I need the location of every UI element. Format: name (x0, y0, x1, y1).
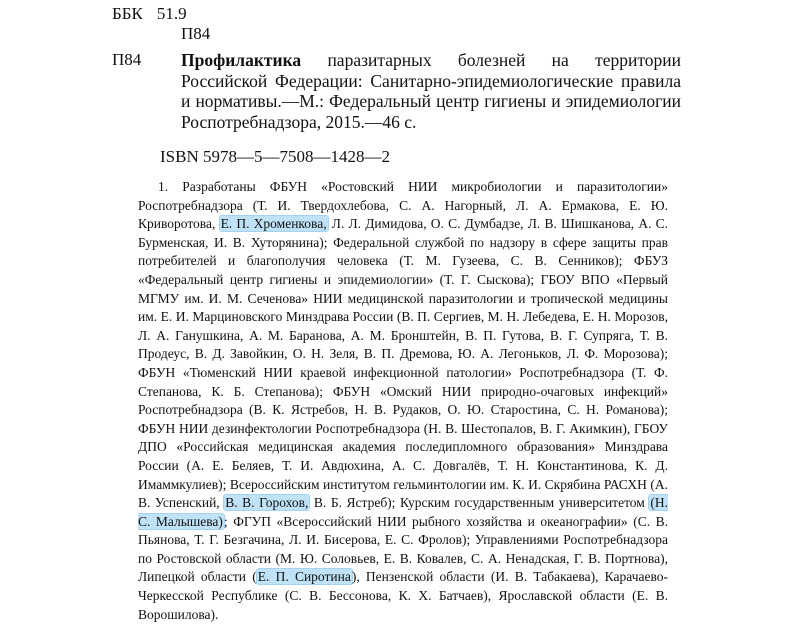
body-text-4: ; ФГУП «Всероссийский НИИ рыбного хозяйства и океанографии» (С. В. Пьянова, Т. Г. Безгачина, Л. И. Бисерова, Е. С. Фролов); Управлениями Роспотребнадзора по Ростовской области (М. Ю. Соловьев, Е. В. Ковалев, С. А. Ненадская, Г. В. Портнова), Липецкой области ( (138, 513, 668, 585)
bbk-label: ББК (112, 4, 143, 23)
author-mark-left: П84 (112, 50, 142, 69)
bbk-index (112, 4, 187, 24)
book-title-rest: паразитарных болезней на территории Российской Федерации: Санитарно-эпидемиологические правила и нормативы.—М.: Федеральный центр гигиены и эпидемиологии Роспотребнадзора, 2015.—46 с. (181, 50, 681, 132)
author-mark-top: П84 (181, 24, 211, 43)
body-text-5: ), Пензенской области (И. В. Табакаева), Карачаево-Черкесской Республике (С. В. Бессонова, К. Х. Батчаев), Ярославской области (Е. В. Ворошилова). (138, 569, 669, 622)
highlight-khromenkova: Е. П. Хроменкова, (220, 216, 327, 232)
body-text-2: Л. Л. Димидова, О. С. Думбадзе, Л. В. Шишканова, А. С. Бурменская, И. В. Хуторянина); Федеральной службой по надзору в сфере защиты прав потребителей и благополучия человека (Т. М. Гузеева, С. В. Сенников); ФБУЗ «Федеральный центр гигиены и эпидемиологии» (Т. Г. Сыскова); ГБОУ ВПО «Первый МГМУ им. И. М. Сеченова» НИИ медицинской паразитологии и тропической медицины им. Е. И. Марциновского Минздрава России (В. П. Сергиев, М. Н. Лебедева, Е. Н. Морозов, Л. А. Ганушкина, А. М. Баранова, А. М. Бронштейн, В. П. Гутова, В. Г. Супряга, Т. В. Продеус, В. Д. Завойкин, О. Н. Зеля, В. П. Дремова, Ю. А. Легоньков, Л. Ф. Морозова); ФБУН «Тюменский НИИ краевой инфекционной патологии» Роспотребнадзора (Т. Ф. Степанова, К. Б. Степанова); ФБУН «Омский НИИ природно-очаговых инфекций» Роспотребнадзора (В. К. Ястребов, Н. В. Рудаков, О. Ю. Старостина, С. Н. Романова); ФБУН НИИ дезинфектологии Роспотребнадзора (Н. В. Шестопалов, В. Г. Акимкин), ГБОУ ДПО «Российская медицинская академия последипломного образования» Минздрава России (А. Е. Беляев, Т. И. Авдюхина, А. С. Довгалёв, Т. Н. Константинова, К. Д. Имаммкулиев); Всероссийским институтом гельминтологии им. К. И. Скрябина РАСХН (А. В. Успенский, (138, 216, 669, 511)
body-text-1: 1. Разработаны ФБУН «Ростовский НИИ микробиологии и паразитологии» Роспотребнадзора (Т. И. Твердохлебова, С. А. Нагорный, Л. А. Ермакова, Е. Ю. Криворотова, (138, 179, 668, 232)
book-title-bold: Профилактика (181, 50, 302, 70)
highlight-malysheva: (Н. С. Малышева) (138, 495, 669, 529)
authors-paragraph (138, 178, 668, 624)
highlight-sirotina: Е. П. Сиротина (257, 569, 351, 585)
book-title-entry (181, 50, 681, 132)
highlight-gorokhov: В. В. Горохов, (225, 495, 309, 511)
isbn-line: ISBN 5978—5—7508—1428—2 (160, 147, 390, 166)
body-text-3: В. Б. Ястреб); Курским государственным университетом (309, 495, 650, 511)
bbk-code: 51.9 (156, 4, 187, 23)
